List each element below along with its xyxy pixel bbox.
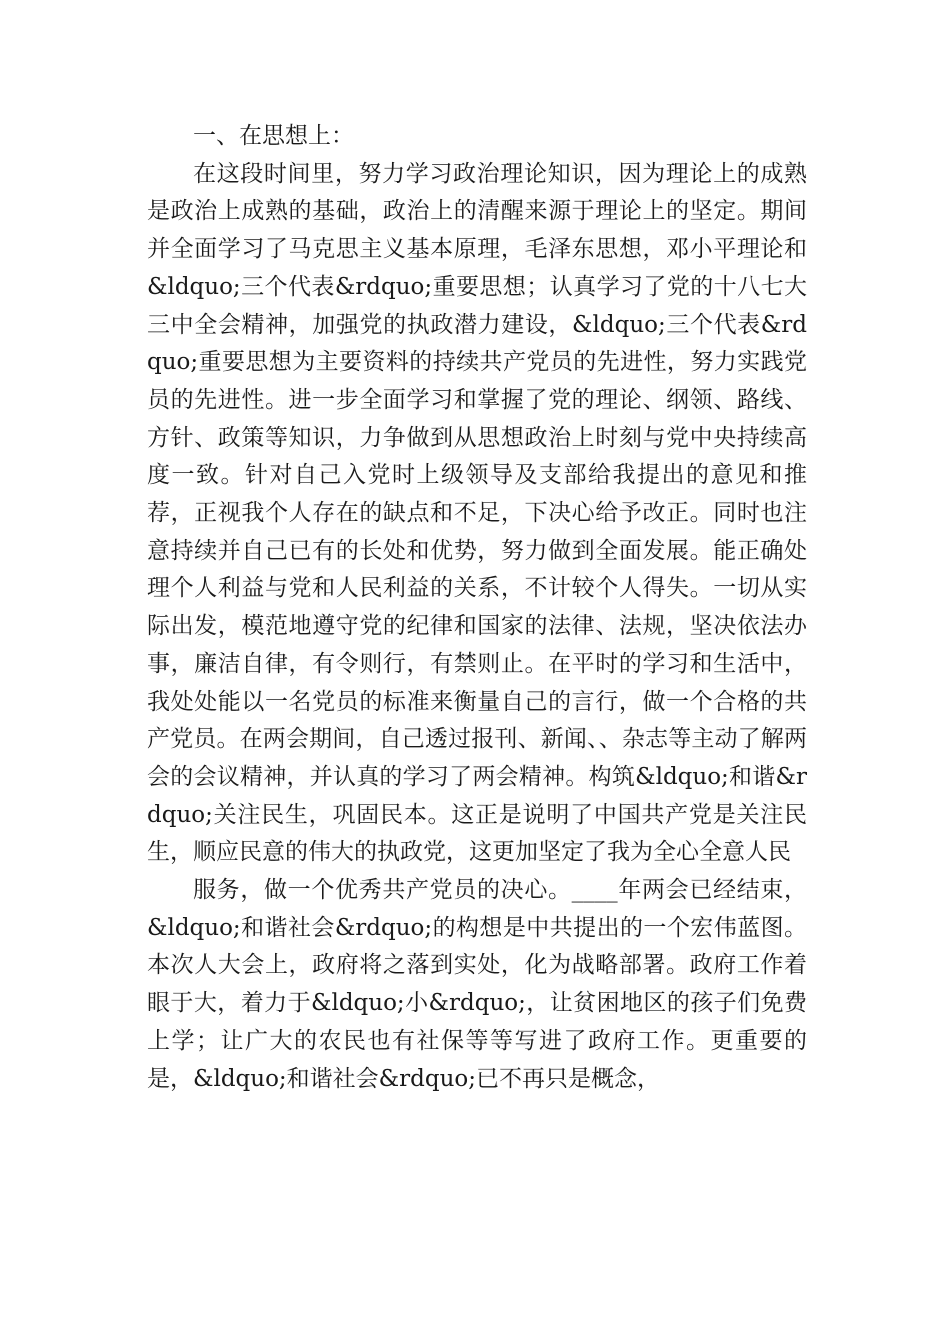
body-paragraph-1: 在这段时间里，努力学习政治理论知识，因为理论上的成熟是政治上成熟的基础，政治上的清醒来源于理论上的坚定。期间并全面学习了马克思主义基本原理，毛泽东思想，邓小平理论和&ldquo;三个代表&rdquo;重要思想；认真学习了党的十八七大三中全会精神，加强党的执政潜力建设，&ldquo;三个代表&rdquo;重要思想为主要资料的持续共产党员的先进性，努力实践党员的先进性。进一步全面学习和掌握了党的理论、纲领、路线、方针、政策等知识，力争做到从思想政治上时刻与党中央持续高度一致。针对自己入党时上级领导及支部给我提出的意见和推荐，正视我个人存在的缺点和不足，下决心给予改正。同时也注意持续并自己已有的长处和优势，努力做到全面发展。能正确处理个人利益与党和人民利益的关系，不计较个人得失。一切从实际出发，模范地遵守党的纪律和国家的法律、法规，坚决依法办事，廉洁自律，有令则行，有禁则止。在平时的学习和生活中，我处处能以一名党员的标准来衡量自己的言行，做一个合格的共产党员。在两会期间，自己透过报刊、新闻、、杂志等主动了解两会的会议精神，并认真的学习了两会精神。构筑&ldquo;和谐&rdquo;关注民生，巩固民本。这正是说明了中国共产党是关注民生，顺应民意的伟大的执政党，这更加坚定了我为全心全意人民 xyxy=(147,160,807,866)
body-paragraph-2: 服务，做一个优秀共产党员的决心。____年两会已经结束，&ldquo;和谐社会&rdquo;的构想是中共提出的一个宏伟蓝图。本次人大会上，政府将之落到实处，化为战略部署。政府工作着眼于大，着力于&ldquo;小&rdquo;，让贫困地区的孩子们免费上学；让广大的农民也有社保等等写进了政府工作。更重要的是，&ldquo;和谐社会&rdquo;已不再只是概念， xyxy=(147,877,807,1092)
document-page xyxy=(147,118,807,1098)
section-heading: 一、在思想上： xyxy=(193,123,354,149)
